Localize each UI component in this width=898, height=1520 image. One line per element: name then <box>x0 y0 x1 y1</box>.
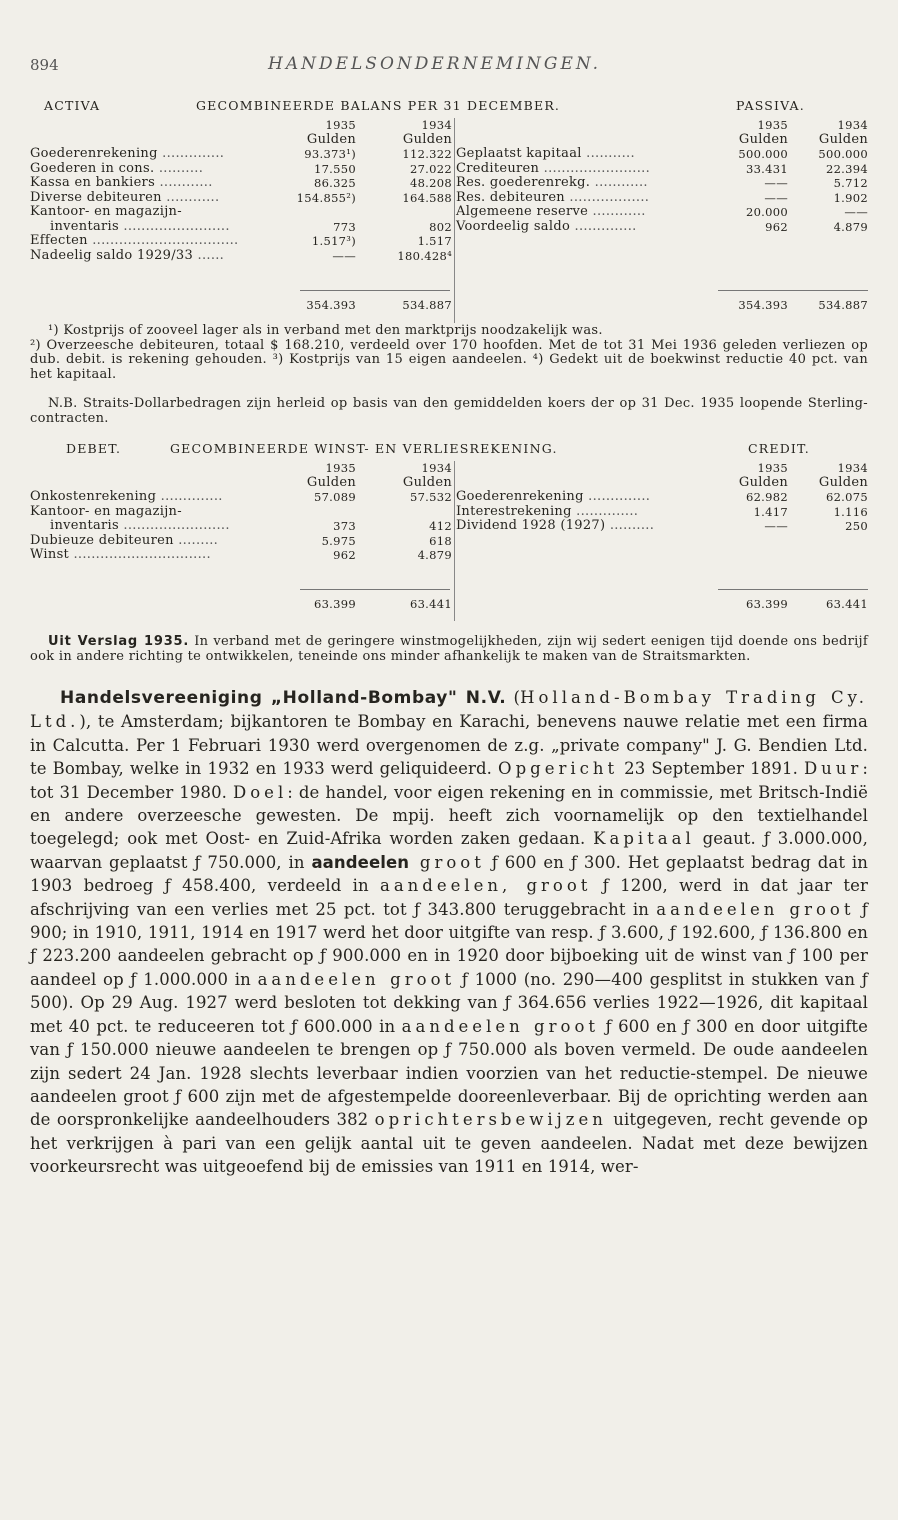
assets-year-header <box>30 118 454 133</box>
value-1935: 1.517³) <box>311 234 356 248</box>
row-label <box>456 147 635 162</box>
row-label <box>456 162 650 177</box>
body-text: ), te Amsterdam; bijkantoren te Bombay en Karachi, benevens nauwe relatie met een firma in Calcutta. Per 1 Februari 1930 werd overgenomen de z.g. „private company" J. G. Bendien Ltd. te Bombay, welke in 1932 en 1933 werd geliquideerd. <box>30 712 868 779</box>
row-label <box>456 490 650 505</box>
leader-dots: ...... <box>197 247 225 263</box>
body-text: uitgegeven, recht gevende op het verkrijgen à pari van een gelijk aantal uit te geven aandeelen. Nadat met deze bewijzen voorkeursrecht was uitgeoefend bij de emissies van 1911 en 1914, wer- <box>30 1110 868 1177</box>
row-label <box>30 234 239 249</box>
debits-year-header <box>30 461 454 476</box>
debits-total-row <box>30 597 454 612</box>
leader-dots: ......... <box>178 532 219 548</box>
row-label <box>30 162 203 177</box>
table-row <box>30 147 454 162</box>
company-entry <box>30 686 868 1179</box>
running-title: HANDELSONDERNEMINGEN. <box>268 54 602 74</box>
body-text: 23 September 1891. <box>618 759 804 779</box>
pl-title: GECOMBINEERDE WINST- EN VERLIESREKENING. <box>170 441 558 456</box>
year-1935: 1935 <box>325 461 356 475</box>
emphasized-text: Opgericht <box>498 759 619 779</box>
credits-side <box>456 461 868 621</box>
balance-title: GECOMBINEERDE BALANS PER 31 DECEMBER. <box>196 98 561 113</box>
leader-dots: ................................. <box>92 233 239 248</box>
row-label <box>30 548 211 563</box>
body-text: ƒ 600 en ƒ 300. Het geplaatst bedrag dat in 1903 bedroeg ƒ 458.400, verdeeld in <box>30 852 868 896</box>
passiva-label: PASSIVA. <box>736 98 805 113</box>
emphasized-text: aandeelen groot <box>401 1016 600 1036</box>
value-1934: 27.022 <box>409 161 452 176</box>
row-label-text: Dubieuze debiteuren <box>30 532 174 548</box>
credits-total-1935: 63.399 <box>745 597 788 611</box>
footnotes <box>30 324 868 382</box>
balance-sheet <box>30 98 868 323</box>
report-heading: Uit Verslag 1935. <box>48 634 190 649</box>
row-label-text: Voordeelig saldo <box>456 218 571 234</box>
report-excerpt <box>30 635 868 664</box>
leader-dots: ........................ <box>123 518 230 533</box>
row-label-text: inventaris <box>50 218 119 234</box>
value-1934: 412 <box>429 519 452 533</box>
value-1935: 17.550 <box>313 161 356 176</box>
credits-total-row <box>456 597 868 612</box>
company-description <box>30 688 868 1176</box>
row-label-text: Crediteuren <box>456 160 540 176</box>
activa-label: ACTIVA <box>44 98 101 113</box>
value-1935: 57.089 <box>313 490 356 504</box>
footnote-2: ²) Overzeesche debiteuren, totaal $ 168.210, verdeeld over 170 hoofden. Met de tot 31 Mei 1936 geleden verliezen op dub. debit. is rekening gehouden. ³) Kostprijs van 15 eigen aandeelen. ⁴) Gedekt uit de boekwinst reductie 40 pct. van het kapitaal. <box>30 337 868 382</box>
value-1934: 62.075 <box>825 490 868 504</box>
value-1935: 773 <box>333 219 356 234</box>
value-1934: —— <box>844 205 868 219</box>
value-1935: 5.975 <box>321 533 356 548</box>
row-label-text: Diverse debiteuren <box>30 189 162 205</box>
table-row <box>456 162 868 177</box>
row-label-text: Res. debiteuren <box>456 189 565 205</box>
emphasized-text: Doel <box>233 782 288 802</box>
row-label-text: Kantoor- en magazijn- <box>30 204 182 219</box>
assets-total-1935: 354.393 <box>306 298 356 312</box>
assets-side <box>30 118 455 323</box>
body-text: ( <box>513 688 521 707</box>
credits-total-rule <box>718 589 868 590</box>
emphasized-text: oprichtersbewijzen <box>374 1110 607 1130</box>
credit-label: CREDIT. <box>748 441 810 456</box>
leader-dots: .......... <box>609 518 655 533</box>
row-label-text: Winst <box>30 547 70 562</box>
value-1935: 500.000 <box>738 147 788 161</box>
year-1935: 1935 <box>757 118 788 132</box>
company-name: Handelsvereeniging „Holland-Bombay" N.V. <box>60 688 507 708</box>
table-row <box>30 234 454 249</box>
row-label-text: Algemeene reserve <box>456 204 589 219</box>
unit-label: Gulden <box>818 131 868 147</box>
table-row <box>30 519 454 534</box>
body-text: ƒ 1000 (no. 290—400 gesplitst in stukken van ƒ 500). Op 29 Aug. 1927 werd besloten tot dekking van ƒ 364.656 verlies 1922—1926, dit kapitaal met 40 pct. te reduceeren tot ƒ 600.000 in <box>30 969 868 1036</box>
leader-dots: ........... <box>586 146 635 161</box>
row-label <box>50 519 230 534</box>
value-1935: —— <box>332 248 356 263</box>
emphasized-text: Holland-Bombay Trading Cy. Ltd. <box>30 688 868 732</box>
table-row <box>30 249 454 264</box>
table-row <box>30 220 454 235</box>
row-label-text: Interestrekening <box>456 503 572 519</box>
liabilities-side <box>456 118 868 323</box>
liab-unit-header <box>456 133 868 148</box>
value-1935: —— <box>764 190 788 205</box>
row-label-text: Kassa en bankiers <box>30 175 156 190</box>
liab-total-row <box>456 298 868 313</box>
debits-unit-header <box>30 476 454 491</box>
report-text: In verband met de geringere winstmogelijkheden, zijn wij sedert eenigen tijd doende ons bedrijf ook in andere richting te ontwikkelen, teneinde ons minder afhankelijk te maken van de Straitsmarkten. <box>30 634 868 664</box>
row-label <box>30 191 219 206</box>
value-1935: 86.325 <box>313 176 356 190</box>
table-row <box>456 191 868 206</box>
value-1934: 4.879 <box>417 548 452 562</box>
footnote-1: ¹) Kostprijs of zooveel lager als in verband met den marktprijs noodzakelijk was. <box>48 323 603 338</box>
leader-dots: .............. <box>574 218 637 234</box>
assets-total-rule <box>300 290 450 291</box>
page <box>30 52 868 1179</box>
year-1934: 1934 <box>837 461 868 475</box>
pl-body <box>30 461 868 621</box>
table-row <box>456 505 868 520</box>
emphasized-text: groot <box>409 852 485 872</box>
body-text: : tot 31 December 1980. <box>30 759 868 802</box>
unit-label: Gulden <box>402 131 452 147</box>
value-1934: 5.712 <box>833 176 868 190</box>
row-label <box>456 220 637 235</box>
value-1935: 962 <box>333 548 356 562</box>
value-1934: 1.517 <box>417 234 452 248</box>
row-label <box>456 505 638 520</box>
table-row <box>30 176 454 191</box>
value-1935: 962 <box>765 219 788 234</box>
row-label <box>30 176 213 191</box>
year-1934: 1934 <box>837 118 868 132</box>
debits-total-1934: 63.441 <box>409 597 452 611</box>
unit-label: Gulden <box>738 474 788 490</box>
row-label-text: Effecten <box>30 233 88 248</box>
value-1934: 1.902 <box>833 190 868 205</box>
value-1934: 618 <box>429 533 452 548</box>
emphasized-text: Kapitaal <box>593 829 695 849</box>
row-label <box>456 176 648 191</box>
table-row <box>30 191 454 206</box>
table-row <box>30 548 454 563</box>
assets-total-row <box>30 298 454 313</box>
leader-dots: ............ <box>592 204 646 219</box>
profit-loss-account <box>30 441 868 621</box>
page-number: 894 <box>30 56 59 74</box>
liab-total-1934: 534.887 <box>818 298 868 312</box>
debits-total-rule <box>300 589 450 590</box>
emphasized-text: aandeelen groot <box>656 899 855 919</box>
body-text: geaut. ƒ 3.000.000, waarvan geplaatst ƒ 750.000, in <box>30 829 868 872</box>
value-1934: 4.879 <box>833 219 868 234</box>
unit-label: Gulden <box>818 474 868 490</box>
balance-title-bar <box>30 98 868 118</box>
value-1935: 373 <box>333 519 356 533</box>
emphasized-text: Duur <box>803 759 863 779</box>
table-row <box>30 205 454 220</box>
debits-total-1935: 63.399 <box>313 597 356 611</box>
value-1935: 20.000 <box>745 205 788 219</box>
leader-dots: ............ <box>166 189 220 205</box>
table-row <box>30 534 454 549</box>
value-1935: 154.855²) <box>296 190 356 205</box>
balance-body <box>30 118 868 323</box>
body-text: ƒ 900; in 1910, 1911, 1914 en 1917 werd het door uitgifte van resp. ƒ 3.600, ƒ 192.600, ƒ 136.800 en ƒ 223.200 aandeelen gebracht op ƒ 900.000 en in 1920 door bijboeking uit de winst van ƒ 100 per aandeel op ƒ 1.000.000 in <box>30 899 868 989</box>
row-label-text: Kantoor- en magazijn- <box>30 503 182 519</box>
table-row <box>456 220 868 235</box>
row-label <box>456 205 646 220</box>
page-header <box>30 52 868 82</box>
row-label-text: Goederen in cons. <box>30 160 155 176</box>
debits-side <box>30 461 455 621</box>
row-label <box>30 490 223 505</box>
value-1934: 22.394 <box>825 161 868 176</box>
value-1934: 1.116 <box>833 504 868 519</box>
leader-dots: .................. <box>569 189 650 205</box>
body-text: ƒ 1200, werd in dat jaar ter afschrijving van een verlies met 25 pct. tot ƒ 343.800 teruggebracht in <box>30 876 868 919</box>
value-1934: 112.322 <box>402 147 452 161</box>
year-1934: 1934 <box>421 461 452 475</box>
row-label-text: Goederenrekening <box>30 146 158 161</box>
value-1935: 93.373¹) <box>304 147 356 161</box>
value-1935: 33.431 <box>745 161 788 176</box>
nb-note: N.B. Straits-Dollarbedragen zijn herleid op basis van den gemiddelden koers der op 31 Dec. 1935 loopende Sterling-contracten. <box>30 396 868 426</box>
row-label-text: Dividend 1928 (1927) <box>456 518 606 533</box>
value-1934: 250 <box>845 519 868 533</box>
credits-year-header <box>456 461 868 476</box>
credits-total-1934: 63.441 <box>825 597 868 611</box>
row-label-text: inventaris <box>50 518 119 533</box>
table-row <box>30 162 454 177</box>
leader-dots: ............ <box>594 175 648 190</box>
value-1935: —— <box>764 176 788 190</box>
row-label <box>456 519 654 534</box>
row-label <box>30 534 218 549</box>
value-1934: 500.000 <box>818 147 868 161</box>
leader-dots: ........................ <box>543 160 651 176</box>
row-label <box>30 249 224 264</box>
row-label-text: Res. goederenrekg. <box>456 175 591 190</box>
row-label-text: Onkostenrekening <box>30 489 157 504</box>
unit-label: Gulden <box>306 131 356 147</box>
leader-dots: ............ <box>159 175 213 190</box>
leader-dots: .............. <box>588 489 651 504</box>
row-label-text: Goederenrekening <box>456 489 584 504</box>
row-label-text: Geplaatst kapitaal <box>456 146 582 161</box>
assets-total-1934: 534.887 <box>402 298 452 312</box>
emphasized-text: aandeelen <box>311 852 410 872</box>
body-text: : de handel, voor eigen rekening en in commissie, met Britsch-Indië en andere overzeesche gewesten. De mpij. heeft zich voornamelijk op den textielhandel toegelegd; ook met Oost- en Zuid-Afrika worden zaken gedaan. <box>30 782 869 849</box>
leader-dots: .............. <box>576 503 639 519</box>
value-1935: —— <box>764 519 788 533</box>
table-row <box>456 176 868 191</box>
table-row <box>456 205 868 220</box>
year-1934: 1934 <box>421 118 452 132</box>
emphasized-text: aandeelen, groot <box>379 876 592 896</box>
row-label <box>30 147 224 162</box>
debet-label: DEBET. <box>66 441 122 456</box>
value-1934: 802 <box>429 219 452 234</box>
unit-label: Gulden <box>738 131 788 147</box>
value-1934: 164.588 <box>402 190 452 205</box>
leader-dots: .............. <box>160 489 223 504</box>
body-text: ƒ 600 en ƒ 300 en door uitgifte van ƒ 150.000 nieuwe aandeelen te brengen op ƒ 750.000 als boven vermeld. De oude aandeelen zijn sedert 24 Jan. 1928 slechts leverbaar indien voorzien van het reductie-stempel. De nieuwe aandeelen groot ƒ 600 zijn met de afgestempelde dooreenleverbaar. Bij de oprichting werden aan de oorspronkelijke aandeelhouders 382 <box>30 1016 868 1130</box>
year-1935: 1935 <box>325 118 356 132</box>
liab-total-rule <box>718 290 868 291</box>
leader-dots: .......... <box>158 160 204 176</box>
pl-title-bar <box>30 441 868 461</box>
value-1934: 48.208 <box>409 176 452 190</box>
row-label <box>30 205 182 220</box>
assets-unit-header <box>30 133 454 148</box>
leader-dots: .............. <box>162 146 225 161</box>
table-row <box>30 505 454 520</box>
row-label <box>30 505 182 520</box>
leader-dots: ............................... <box>73 547 211 562</box>
unit-label: Gulden <box>402 474 452 490</box>
year-1935: 1935 <box>757 461 788 475</box>
liab-total-1935: 354.393 <box>738 298 788 312</box>
table-row <box>456 490 868 505</box>
credits-unit-header <box>456 476 868 491</box>
value-1935: 62.982 <box>745 490 788 504</box>
value-1934: 57.532 <box>409 490 452 504</box>
value-1934: 180.428⁴ <box>397 248 452 263</box>
row-label-text: Nadeelig saldo 1929/33 <box>30 247 194 263</box>
emphasized-text: aandeelen groot <box>257 969 456 989</box>
table-row <box>456 519 868 534</box>
leader-dots: ........................ <box>123 218 230 234</box>
table-row <box>456 147 868 162</box>
value-1935: 1.417 <box>753 504 788 519</box>
unit-label: Gulden <box>306 474 356 490</box>
row-label <box>50 220 230 235</box>
liab-year-header <box>456 118 868 133</box>
row-label <box>456 191 649 206</box>
table-row <box>30 490 454 505</box>
